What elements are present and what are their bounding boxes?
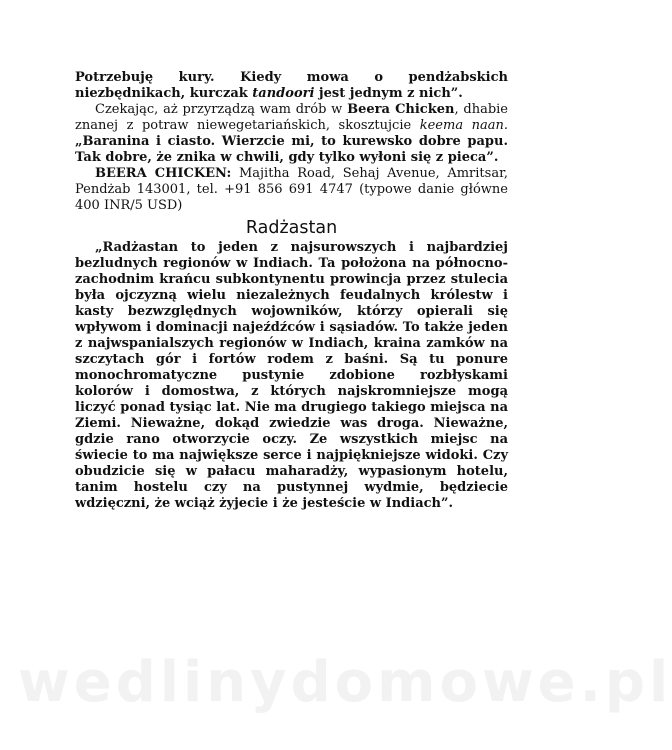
- bold-text: jest jednym z nich”.: [314, 86, 463, 101]
- address-label: BEERA CHICKEN:: [95, 166, 232, 181]
- restaurant-name: Beera Chicken: [347, 102, 455, 117]
- bold-quote: „Radżastan to jeden z najsurowszych i najbardziej bezludnych regionów w Indiach. Ta położona na północno-zachodnim krańcu subkontynentu prowincja przez stulecia była ojczyzną wielu niezależnych feudalnych królestw i kasty bezwzględnych wojowników, którzy opierali się wpływom i dominacji najeźdźców i sąsiadów. To także jeden z najwspanialszych regionów w Indiach, kraina zamków na szczytach gór i fortów rodem z baśni. Są tu ponure monochromatyczne pustynie zdobione rozbłyskami kolorów i domostwa, z których najskromniejsze mogą liczyć ponad tysiąc lat. Nie ma drugiego takiego miejsca na Ziemi. Nieważne, dokąd zwiedzie was droga. Nieważne, gdzie rano otworzycie oczy. Ze wszystkich miejsc na świecie to ma największe serce i najpiękniejsze widoki. Czy obudzicie się w pałacu maharadży, wypasionym hotelu, tanim hostelu czy na pustynnej wydmie, będziecie wdzięczni, że wciąż żyjecie i że jesteście w Indiach”.: [75, 240, 508, 511]
- bold-quote: „Baranina i ciasto. Wierzcie mi, to kurewsko dobre papu. Tak dobre, że znika w chwili, gdy tylko wyłoni się z pieca”.: [75, 134, 508, 165]
- section-heading: Radżastan: [245, 218, 338, 238]
- italic-dish-name: tandoori: [252, 86, 315, 101]
- page-body: [75, 70, 508, 512]
- bold-text: [252, 86, 314, 101]
- watermark: wedlinydomowe.pl: [18, 650, 672, 715]
- body-text: , dhabie znanej z potraw niewegetariańskich, skosztujcie: [75, 102, 509, 133]
- section-quote: [75, 240, 508, 512]
- paragraph-address: [75, 166, 508, 214]
- italic-dish-name: keema naan.: [419, 118, 508, 133]
- bold-text: Potrzebuję kury. Kiedy mowa o pendżabskich niezbędnikach, kurczak: [75, 70, 508, 101]
- paragraph-beera-chicken: [75, 102, 508, 166]
- paragraph-chicken-quote: [75, 70, 508, 102]
- address-text: Majitha Road, Sehaj Avenue, Amritsar, Pendżab 143001, tel. +91 856 691 4747 (typowe danie główne 400 INR/5 USD): [75, 166, 508, 213]
- body-text: Czekając, aż przyrządzą wam drób w: [95, 102, 348, 117]
